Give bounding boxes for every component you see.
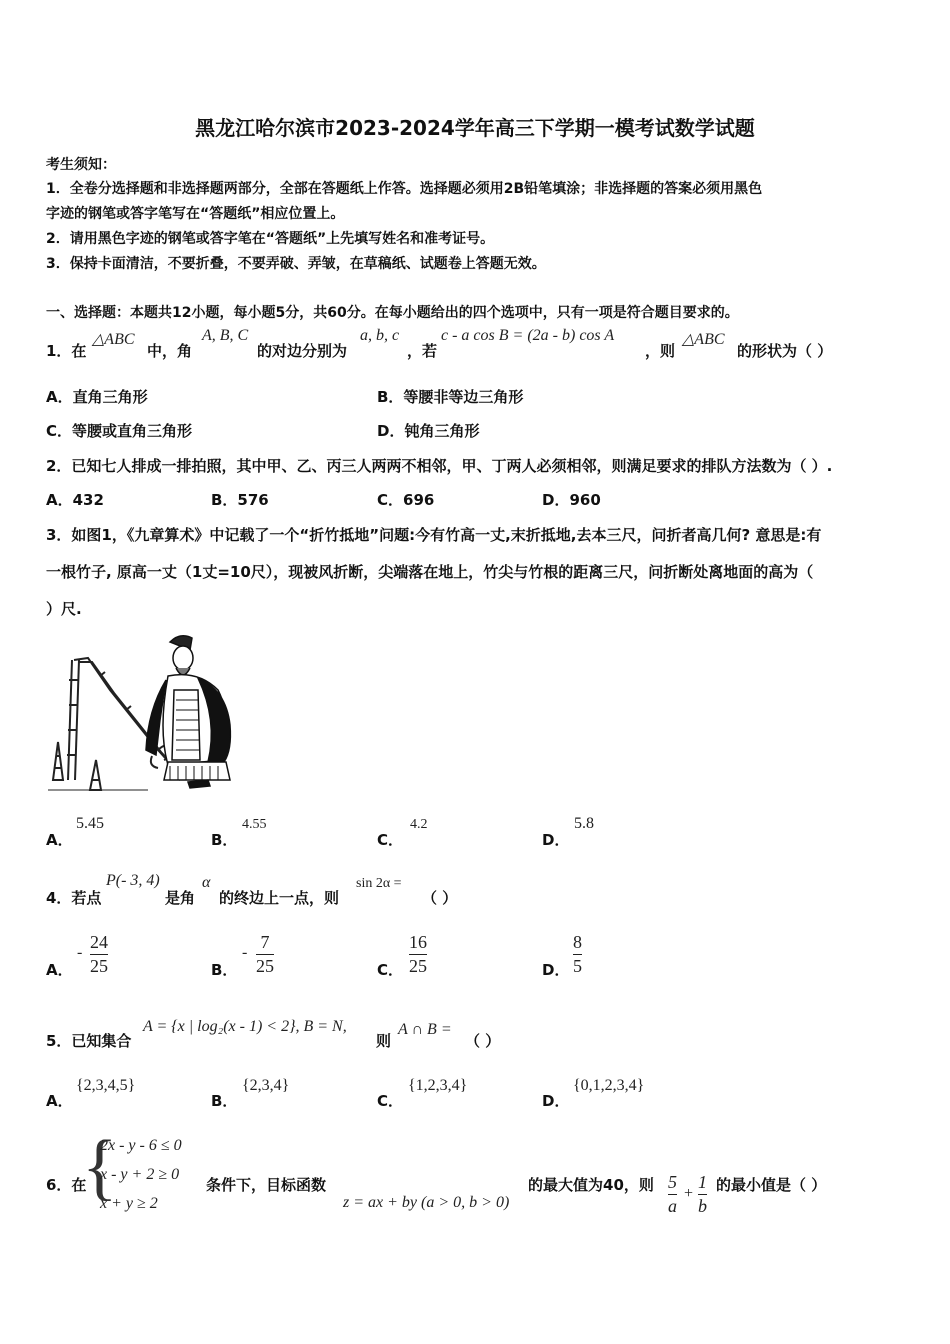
q5-option-b-label[interactable]: B． <box>211 1092 238 1110</box>
q1-text: ，则 <box>645 342 676 360</box>
bamboo-scholar-illustration <box>48 630 238 798</box>
q4-math: P(- 3, 4) <box>106 872 160 889</box>
q4-option-d-fraction <box>573 932 582 977</box>
q5-option-d-value: {0,1,2,3,4} <box>573 1077 645 1094</box>
q4-option-a-label[interactable]: A． <box>46 961 73 979</box>
q4-option-a-sign: - <box>77 944 83 961</box>
q5-option-b-value: {2,3,4} <box>242 1077 290 1094</box>
denominator: a <box>668 1196 677 1216</box>
q4-text: 的终边上一点，则 <box>219 889 340 907</box>
q5-option-a-value: {2,3,4,5} <box>76 1077 136 1094</box>
page-title: 黑龙江哈尔滨市2023-2024学年高三下学期一模考试数学试题 <box>195 116 755 140</box>
numerator: 24 <box>90 932 108 952</box>
q3-option-d-label[interactable]: D． <box>542 831 570 849</box>
q1-option-c[interactable]: C．等腰或直角三角形 <box>46 422 193 440</box>
q4-option-c-fraction <box>409 932 427 977</box>
notice-item: 字迹的钢笔或答字笔写在“答题纸”相应位置上。 <box>46 206 345 222</box>
q4-option-b-fraction <box>256 932 274 977</box>
q1-text: 的对边分别为 <box>257 342 348 360</box>
q1-math: △ABC <box>92 331 135 348</box>
q1-math: c - a cos B = (2a - b) cos A <box>441 327 615 344</box>
q2-option-b[interactable]: B．576 <box>211 491 269 509</box>
q3-option-a-value: 5.45 <box>76 815 104 832</box>
q2-option-c[interactable]: C．696 <box>377 491 435 509</box>
q4-math: α <box>202 874 211 891</box>
numerator: 8 <box>573 932 582 952</box>
numerator: 16 <box>409 932 427 952</box>
numerator: 5 <box>668 1172 677 1192</box>
q4-option-b-label[interactable]: B． <box>211 961 238 979</box>
q3-option-a-label[interactable]: A． <box>46 831 73 849</box>
brace-icon: { <box>82 1126 118 1208</box>
q4-text: （ ） <box>422 889 458 907</box>
q1-option-d[interactable]: D．钝角三角形 <box>377 422 480 440</box>
q1-math: A, B, C <box>202 327 249 344</box>
q3-option-b-value: 4.55 <box>242 817 267 832</box>
q4-option-d-label[interactable]: D． <box>542 961 570 979</box>
q3-option-c-label[interactable]: C． <box>377 831 404 849</box>
q6-text: 6．在 <box>46 1176 87 1194</box>
q2-option-a[interactable]: A．432 <box>46 491 104 509</box>
q3-text: 3．如图1，《九章算术》中记载了一个“折竹抵地”问题:今有竹高一丈,末折抵地,去本三尺，问折者高几何? 意思是:有 <box>46 526 822 544</box>
q1-math: △ABC <box>682 331 725 348</box>
q6-constraint: 2x - y - 6 ≤ 0 <box>100 1137 182 1154</box>
q5-math: A = {x | log₂(x - 1) < 2}, B = N, <box>143 1018 347 1035</box>
notice-item: 1．全卷分选择题和非选择题两部分，全部在答题纸上作答。选择题必须用2B铅笔填涂；非选择题的答案必须用黑色 <box>46 181 763 197</box>
q6-text: 的最大值为40，则 <box>528 1176 654 1194</box>
q3-option-b-label[interactable]: B． <box>211 831 238 849</box>
q5-text: （ ） <box>465 1032 501 1050</box>
notice-item: 3．保持卡面清洁，不要折叠，不要弄破、弄皱，在草稿纸、试题卷上答题无效。 <box>46 256 546 272</box>
q5-option-c-label[interactable]: C． <box>377 1092 404 1110</box>
q6-fraction-1-over-b <box>698 1172 707 1217</box>
numerator: 1 <box>698 1172 707 1192</box>
plus-sign: + <box>684 1185 694 1202</box>
q5-option-a-label[interactable]: A． <box>46 1092 73 1110</box>
q3-option-c-value: 4.2 <box>410 817 428 832</box>
denominator: 25 <box>90 956 108 976</box>
q4-math: sin 2α = <box>356 876 402 891</box>
q6-math: z = ax + by (a > 0, b > 0) <box>343 1194 510 1211</box>
q4-option-b-sign: - <box>242 944 248 961</box>
q3-text: 一根竹子, 原高一丈（1丈=10尺），现被风折断，尖端落在地上，竹尖与竹根的距离三尺，问折断处离地面的高为（ <box>46 563 814 581</box>
q5-text: 5．已知集合 <box>46 1032 132 1050</box>
denominator: b <box>698 1196 707 1216</box>
section-heading: 一、选择题：本题共12小题，每小题5分，共60分。在每小题给出的四个选项中，只有一项是符合题目要求的。 <box>46 305 739 321</box>
q4-option-c-label[interactable]: C． <box>377 961 404 979</box>
notice-item: 2．请用黑色字迹的钢笔或答字笔在“答题纸”上先填写姓名和准考证号。 <box>46 231 495 247</box>
q6-fraction-5-over-a <box>668 1172 677 1217</box>
q6-constraint: x + y ≥ 2 <box>100 1195 158 1212</box>
q4-option-a-fraction <box>90 932 108 977</box>
q4-text: 4．若点 <box>46 889 102 907</box>
q1-option-b[interactable]: B．等腰非等边三角形 <box>377 388 524 406</box>
denominator: 25 <box>409 956 427 976</box>
q1-text: 中，角 <box>147 342 193 360</box>
q5-text: 则 <box>376 1032 392 1050</box>
q3-option-d-value: 5.8 <box>574 815 594 832</box>
q4-text: 是角 <box>165 889 196 907</box>
notice-heading: 考生须知： <box>46 157 116 173</box>
q1-text: 的形状为（ ） <box>737 342 833 360</box>
q6-constraint: x - y + 2 ≥ 0 <box>100 1166 180 1183</box>
q6-text: 的最小值是（ ） <box>716 1176 827 1194</box>
q1-math: a, b, c <box>360 327 400 344</box>
q1-text: 1．在 <box>46 342 87 360</box>
q5-option-d-label[interactable]: D． <box>542 1092 570 1110</box>
denominator: 25 <box>256 956 274 976</box>
numerator: 7 <box>260 932 270 952</box>
q1-text: ，若 <box>407 342 438 360</box>
q3-text: ）尺. <box>46 600 82 618</box>
q2-text: 2．已知七人排成一排拍照，其中甲、乙、丙三人两两不相邻，甲、丁两人必须相邻，则满足要求的排队方法数为（ ）. <box>46 457 833 475</box>
q6-text: 条件下，目标函数 <box>206 1176 327 1194</box>
q2-option-d[interactable]: D．960 <box>542 491 601 509</box>
q5-option-c-value: {1,2,3,4} <box>408 1077 468 1094</box>
denominator: 5 <box>573 956 582 976</box>
q5-math: A ∩ B = <box>398 1021 452 1038</box>
q1-option-a[interactable]: A．直角三角形 <box>46 388 148 406</box>
